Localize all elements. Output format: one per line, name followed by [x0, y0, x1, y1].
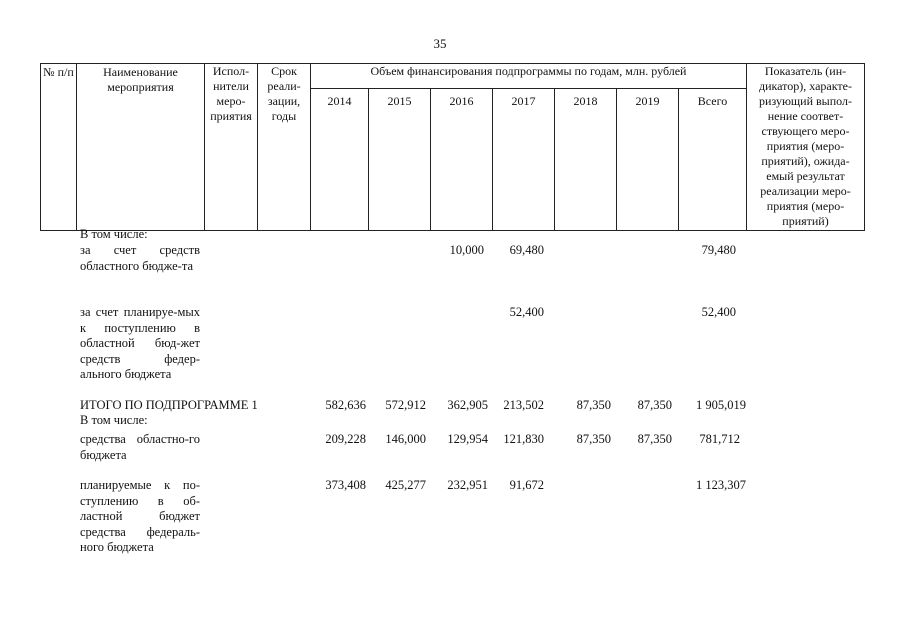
cell-total-2016: 362,905 [447, 398, 488, 412]
cell-regional-funds-2015: 146,000 [385, 432, 426, 446]
header-year-2017: 2017 [493, 89, 555, 231]
cell-total-2017: 213,502 [503, 398, 544, 412]
row-label-including-2: В том числе: [80, 413, 148, 427]
row-label-regional-funds: средства областно-го бюджета [80, 432, 200, 462]
header-activity-name: Наименование мероприятия [77, 64, 205, 231]
cell-federal-funds-2017: 91,672 [509, 478, 544, 492]
cell-federal-funds-2016: 232,951 [447, 478, 488, 492]
row-label-total-subprogram: ИТОГО ПО ПОДПРОГРАММЕ 1 [80, 398, 258, 412]
header-year-2015: 2015 [369, 89, 431, 231]
cell-regional-funds-2018: 87,350 [576, 432, 611, 446]
cell-total-2015: 572,912 [385, 398, 426, 412]
cell-total-2019: 87,350 [637, 398, 672, 412]
cell-total-2018: 87,350 [576, 398, 611, 412]
header-number: № п/п [41, 64, 77, 231]
cell-regional-2017: 69,480 [509, 243, 544, 257]
cell-regional-funds-2017: 121,830 [503, 432, 544, 446]
row-label-regional-budget: за счет средств областного бюдже-та [80, 243, 200, 273]
row-label-federal-funds: планируемые к по-ступлению в об-ластной бюджет средства федераль-ного бюджета [80, 478, 200, 554]
cell-federal-planned-total: 52,400 [701, 305, 736, 319]
header-term: Срок реали-зации, годы [258, 64, 311, 231]
cell-regional-funds-total: 781,712 [699, 432, 740, 446]
header-indicator: Показатель (ин-дикатор), характе-ризующий выпол-нение соответ-ствующего меро-приятия (меро-приятий), ожида-емый результат реализации меро-приятия (меро-приятий) [747, 64, 865, 231]
header-funding: Объем финансирования подпрограммы по годам, млн. рублей [311, 64, 747, 89]
cell-total-2014: 582,636 [325, 398, 366, 412]
cell-federal-planned-2017: 52,400 [509, 305, 544, 319]
cell-federal-funds-2014: 373,408 [325, 478, 366, 492]
header-year-2016: 2016 [431, 89, 493, 231]
header-executors: Испол-нители меро-приятия [205, 64, 258, 231]
row-label-including-1: В том числе: [80, 227, 148, 241]
header-year-2014: 2014 [311, 89, 369, 231]
cell-regional-total: 79,480 [701, 243, 736, 257]
cell-regional-funds-2014: 209,228 [325, 432, 366, 446]
header-year-2019: 2019 [617, 89, 679, 231]
header-table [40, 63, 865, 231]
cell-federal-funds-total: 1 123,307 [696, 478, 746, 492]
page-number: 35 [433, 36, 447, 51]
cell-regional-funds-2019: 87,350 [637, 432, 672, 446]
row-label-federal-planned: за счет планируе-мых к поступлению в областной бюд-жет средств федер-ального бюджета [80, 305, 200, 381]
cell-federal-funds-2015: 425,277 [385, 478, 426, 492]
header-total: Всего [679, 89, 747, 231]
cell-total-all: 1 905,019 [696, 398, 746, 412]
header-year-2018: 2018 [555, 89, 617, 231]
cell-regional-2016: 10,000 [449, 243, 484, 257]
cell-regional-funds-2016: 129,954 [447, 432, 488, 446]
